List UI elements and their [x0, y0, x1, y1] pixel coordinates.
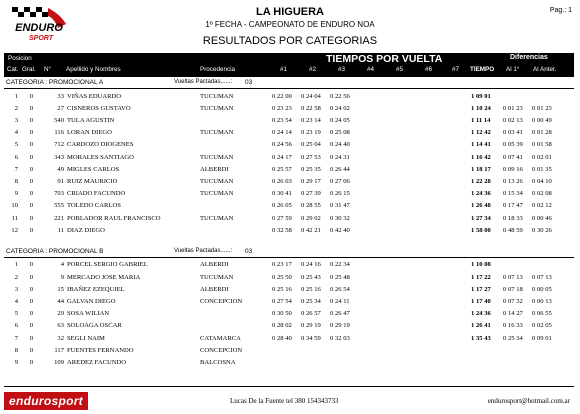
cell-lap-3: 0 25 08: [330, 129, 350, 137]
cell-gral-pos: 0: [29, 226, 33, 234]
cell-al-1: 0 16 33: [503, 322, 523, 330]
cell-gral-pos: 0: [29, 261, 33, 269]
cell-tiempo: 1 17 22: [471, 273, 491, 281]
cell-cat-pos: 4: [14, 129, 18, 137]
cell-cat-pos: 11: [11, 214, 18, 222]
cell-lap-2: 0 23 14: [301, 116, 321, 124]
cell-al-1: 0 18 33: [503, 214, 523, 222]
cell-lap-3: 0 24 40: [330, 141, 350, 149]
table-row: [4, 201, 574, 211]
cell-lap-3: 0 22 56: [330, 92, 350, 100]
cell-gral-pos: 0: [29, 116, 33, 124]
cell-rider-name: PORCEL SERGIO GABRIEL: [67, 261, 148, 269]
cell-lap-1: 0 27 54: [272, 298, 292, 305]
cell-rider-name: MIGLES CARLOS: [67, 165, 120, 173]
cell-cat-pos: 1: [14, 261, 18, 269]
cell-lap-1: 0 23 17: [272, 261, 292, 269]
cell-lap-1: 0 24 56: [272, 141, 292, 149]
cell-lap-3: 0 25 48: [330, 273, 350, 281]
cell-al-anter: 0 00 13: [532, 298, 552, 305]
cell-tiempo: 1 17 40: [471, 298, 491, 305]
cell-num: 109: [54, 359, 64, 366]
cell-rider-name: CRIADO FACUNDO: [67, 190, 126, 198]
cell-al-anter: 0 07 13: [532, 273, 552, 281]
cell-gral-pos: 0: [29, 359, 33, 366]
cell-gral-pos: 0: [29, 285, 33, 293]
event-title: LA HIGUERA: [255, 6, 325, 18]
cell-lap-3: 0 24 05: [330, 116, 350, 124]
cell-num: 49: [57, 165, 64, 173]
cell-al-1: 0 15 34: [503, 190, 523, 198]
cell-al-anter: 0 01 28: [532, 129, 552, 137]
cell-al-1: 0 02 13: [503, 116, 523, 124]
table-row: [4, 104, 574, 114]
cell-lap-3: 0 24 11: [330, 298, 350, 305]
table-row: [4, 334, 574, 344]
cell-lap-1: 0 25 57: [272, 165, 292, 173]
cell-tiempo: 1 14 41: [471, 141, 491, 149]
cell-lap-3: 0 26 47: [330, 310, 350, 318]
cell-tiempo: 1 24 36: [471, 310, 491, 318]
cell-rider-name: GALVAN DIEGO: [67, 298, 116, 305]
category-header: [4, 248, 574, 258]
cell-al-1: 0 25 34: [503, 334, 523, 342]
category-header: [4, 79, 574, 89]
cell-lap-3: 0 26 54: [330, 285, 350, 293]
cell-cat-pos: 8: [14, 177, 18, 185]
cell-al-1: 0 07 32: [503, 298, 523, 305]
cell-al-1: 0 17 47: [503, 202, 523, 210]
page-number: Pag.: 1: [549, 7, 572, 14]
cell-al-anter: 0 09 01: [532, 334, 552, 342]
cell-al-1: 0 01 23: [503, 104, 523, 112]
cell-rider-name: TULA AGUSTIN: [67, 116, 115, 124]
cell-cat-pos: 3: [14, 285, 18, 293]
category-divider: [4, 257, 574, 258]
table-row: [4, 116, 574, 126]
cell-cat-pos: 6: [14, 322, 18, 330]
cell-num: 116: [54, 129, 64, 137]
cell-lap-1: 0 26 05: [272, 202, 292, 210]
cell-cat-pos: 3: [14, 116, 18, 124]
cell-lap-1: 0 24 17: [272, 153, 292, 161]
cell-rider-name: MERCADO JOSE MARIA: [67, 273, 141, 281]
cell-num: 63: [57, 322, 64, 330]
cell-lap-3: 0 30 32: [330, 214, 350, 222]
col-gral: Gral.: [22, 66, 36, 73]
table-row: [4, 214, 574, 224]
category-divider: [4, 88, 574, 89]
cell-cat-pos: 5: [14, 141, 18, 149]
cell-lap-3: 0 32 03: [330, 334, 350, 342]
cell-tiempo: 1 24 36: [471, 190, 491, 198]
cell-gral-pos: 0: [29, 273, 33, 281]
cell-procedencia: ALBERDI: [200, 261, 229, 269]
cell-num: 703: [54, 190, 64, 198]
cell-procedencia: ALBERDI: [200, 285, 229, 293]
cell-gral-pos: 0: [29, 104, 33, 112]
cell-procedencia: TUCUMAN: [200, 153, 234, 161]
col-al-1: Al 1°: [506, 66, 520, 73]
cell-lap-3: 0 29 19: [330, 322, 350, 330]
table-row: [4, 358, 574, 368]
table-row: [4, 153, 574, 163]
cell-al-anter: 0 02 08: [532, 190, 552, 198]
cell-gral-pos: 0: [29, 129, 33, 137]
cell-lap-2: 0 24 16: [301, 261, 321, 269]
cell-cat-pos: 1: [14, 92, 18, 100]
cell-rider-name: MORALES SANTIAGO: [67, 153, 134, 161]
cell-rider-name: LORAN DIEGO: [67, 129, 112, 137]
vueltas-pactadas-value: 03: [245, 79, 253, 86]
cell-tiempo: 1 17 27: [471, 285, 491, 293]
cell-num: 221: [54, 214, 64, 222]
cell-num: 91: [57, 177, 64, 185]
cell-tiempo: 1 27 34: [471, 214, 491, 222]
col-lap-3: #3: [338, 66, 346, 73]
cell-lap-2: 0 34 59: [301, 334, 321, 342]
cell-lap-2: 0 25 16: [301, 285, 321, 293]
cell-procedencia: CONCEPCION: [200, 298, 243, 305]
cell-rider-name: CARDOZO DIOGENES: [67, 141, 134, 149]
category-name: CATEGORIA : PROMOCIONAL A: [6, 79, 104, 86]
cell-cat-pos: 7: [14, 334, 18, 342]
col-posicion: Posicion: [8, 55, 32, 62]
cell-al-anter: 0 01 58: [532, 141, 552, 149]
cell-lap-2: 0 25 04: [301, 141, 321, 149]
cell-al-anter: 0 00 49: [532, 116, 552, 124]
footer-divider: [4, 386, 574, 387]
cell-tiempo: 1 12 42: [471, 129, 491, 137]
cell-rider-name: SOLOAGA OSCAR: [67, 322, 122, 330]
cell-num: 15: [57, 285, 64, 293]
cell-al-anter: 0 00 46: [532, 214, 552, 222]
cell-gral-pos: 0: [29, 177, 33, 185]
cell-cat-pos: 2: [14, 104, 18, 112]
cell-lap-1: 0 24 14: [272, 129, 292, 137]
cell-lap-1: 0 28 40: [272, 334, 292, 342]
cell-gral-pos: 0: [29, 165, 33, 173]
cell-al-1: 0 07 13: [503, 273, 523, 281]
cell-procedencia: TUCUMAN: [200, 92, 234, 100]
cell-num: 343: [54, 153, 64, 161]
cell-lap-3: 0 26 15: [330, 190, 350, 198]
cell-cat-pos: 9: [14, 359, 18, 366]
table-row: [4, 309, 574, 319]
col-cat: Cat.: [7, 66, 19, 73]
cell-lap-1: 0 32 58: [272, 226, 292, 234]
cell-rider-name: SEGLI NAIM: [67, 334, 105, 342]
cell-al-1: 0 48 59: [503, 226, 523, 234]
table-row: [4, 128, 574, 138]
table-row: [4, 165, 574, 175]
cell-al-anter: 0 00 05: [532, 285, 552, 293]
cell-gral-pos: 0: [29, 92, 33, 100]
cell-al-anter: 0 04 10: [532, 177, 552, 185]
cell-num: 9: [60, 273, 64, 281]
cell-tiempo: 1 09 01: [471, 92, 491, 100]
cell-tiempo: 1 26 41: [471, 322, 491, 330]
cell-procedencia: TUCUMAN: [200, 104, 234, 112]
cell-gral-pos: 0: [29, 214, 33, 222]
cell-al-1: 0 07 41: [503, 153, 523, 161]
cell-lap-2: 0 25 43: [301, 273, 321, 281]
col-diferencias: Diferencias: [510, 54, 548, 61]
cell-lap-1: 0 26 03: [272, 177, 292, 185]
cell-lap-2: 0 23 19: [301, 129, 321, 137]
cell-tiempo: 1 16 42: [471, 153, 491, 161]
cell-gral-pos: 0: [29, 334, 33, 342]
cell-rider-name: AREDEZ FACUNDO: [67, 359, 127, 366]
cell-num: 11: [57, 226, 64, 234]
cell-al-anter: 0 02 12: [532, 202, 552, 210]
cell-cat-pos: 7: [14, 165, 18, 173]
cell-gral-pos: 0: [29, 310, 33, 318]
cell-num: 44: [57, 298, 64, 305]
cell-procedencia: TUCUMAN: [200, 214, 234, 222]
cell-procedencia: CONCEPCION: [200, 346, 243, 354]
cell-lap-2: 0 22 58: [301, 104, 321, 112]
cell-al-1: 0 05 39: [503, 141, 523, 149]
cell-rider-name: CISNEROS GUSTAVO: [67, 104, 131, 112]
cell-lap-2: 0 26 57: [301, 310, 321, 318]
cell-cat-pos: 6: [14, 153, 18, 161]
cell-lap-3: 0 27 06: [330, 177, 350, 185]
report-heading: RESULTADOS POR CATEGORIAS: [202, 35, 378, 47]
cell-tiempo: 1 22 28: [471, 177, 491, 185]
cell-rider-name: POBLADOR RAUL FRANCISCO: [67, 214, 161, 222]
cell-lap-2: 0 29 17: [301, 177, 321, 185]
vueltas-pactadas-label: Vueltas Pactadas......:: [174, 79, 233, 85]
cell-lap-1: 0 23 54: [272, 116, 292, 124]
cell-al-1: 0 03 41: [503, 129, 523, 137]
cell-num: 29: [57, 310, 64, 318]
cell-num: 555: [54, 202, 64, 210]
cell-al-anter: 0 06 55: [532, 310, 552, 318]
cell-rider-name: DIAZ DIEGO: [67, 226, 105, 234]
col-tiempo: TIEMPO: [470, 66, 495, 73]
col-lap-7: #7: [452, 66, 460, 73]
cell-num: 712: [54, 141, 64, 149]
cell-gral-pos: 0: [29, 202, 33, 210]
cell-lap-2: 0 27 39: [301, 190, 321, 198]
col-lap-1: #1: [280, 66, 288, 73]
cell-lap-2: 0 25 34: [301, 298, 321, 305]
cell-cat-pos: 8: [14, 346, 18, 354]
cell-al-anter: 0 30 26: [532, 226, 552, 234]
col-lap-5: #5: [396, 66, 404, 73]
cell-tiempo: 1 35 43: [471, 334, 491, 342]
cell-rider-name: FUENTES FERNANDO: [67, 346, 134, 354]
cell-rider-name: SOSA WILIAN: [67, 310, 110, 318]
cell-tiempo: 1 10 08: [471, 261, 491, 269]
cell-cat-pos: 4: [14, 298, 18, 305]
col-num: N°: [44, 66, 52, 73]
cell-al-1: 0 07 18: [503, 285, 523, 293]
vueltas-pactadas-value: 03: [245, 247, 253, 255]
cell-num: 33: [57, 92, 64, 100]
cell-lap-2: 0 29 19: [301, 322, 321, 330]
cell-procedencia: TUCUMAN: [200, 273, 234, 281]
col-lap-4: #4: [367, 66, 375, 73]
cell-lap-2: 0 42 21: [301, 226, 321, 234]
cell-tiempo: 1 18 17: [471, 165, 491, 173]
cell-cat-pos: 9: [14, 190, 18, 198]
cell-lap-1: 0 27 59: [272, 214, 292, 222]
table-row: [4, 285, 574, 295]
footer-contact: Lucas De la Fuente tel 380 154343733: [230, 397, 339, 405]
results-table-header: [4, 53, 574, 77]
col-al-anter: Al Anter.: [533, 66, 557, 73]
table-row: [4, 260, 574, 270]
cell-gral-pos: 0: [29, 322, 33, 330]
cell-lap-1: 0 22 00: [272, 92, 292, 100]
cell-procedencia: BALCOSNA: [200, 359, 236, 366]
cell-gral-pos: 0: [29, 190, 33, 198]
cell-procedencia: TUCUMAN: [200, 190, 234, 198]
cell-rider-name: VIÑAS EDUARDO: [67, 92, 122, 100]
table-row: [4, 297, 574, 307]
event-subtitle: 1º FECHA - CAMPEONATO DE ENDURO NOA: [205, 20, 375, 29]
cell-al-anter: 0 02 05: [532, 322, 552, 330]
cell-lap-1: 0 25 50: [272, 273, 292, 281]
cell-al-anter: 0 02 01: [532, 153, 552, 161]
footer-email: endurosport@hotmail.com.ar: [487, 397, 570, 405]
cell-lap-3: 0 31 47: [330, 202, 350, 210]
table-row: [4, 92, 574, 102]
cell-al-1: 0 14 27: [503, 310, 523, 318]
cell-lap-3: 0 42 40: [330, 226, 350, 234]
category-name: CATEGORIA : PROMOCIONAL B: [6, 247, 104, 255]
cell-lap-1: 0 30 50: [272, 310, 292, 318]
cell-tiempo: 1 10 24: [471, 104, 491, 112]
cell-procedencia: TUCUMAN: [200, 129, 234, 137]
svg-text:SPORT: SPORT: [29, 35, 53, 42]
cell-num: 27: [57, 104, 64, 112]
cell-cat-pos: 10: [11, 202, 18, 210]
table-row: [4, 273, 574, 283]
cell-al-anter: 0 01 23: [532, 104, 552, 112]
cell-procedencia: CATAMARCA: [200, 334, 241, 342]
cell-lap-3: 0 24 02: [330, 104, 350, 112]
vueltas-pactadas-label: Vueltas Pactadas......:: [174, 247, 233, 254]
cell-al-1: 0 13 26: [503, 177, 523, 185]
col-lap-6: #6: [425, 66, 433, 73]
col-tiempos-por-vuelta: TIEMPOS POR VUELTA: [326, 53, 443, 65]
table-row: [4, 226, 574, 236]
table-row: [4, 177, 574, 187]
endurosport-footer-logo: endurosport: [4, 392, 88, 410]
table-row: [4, 140, 574, 150]
cell-lap-3: 0 24 31: [330, 153, 350, 161]
cell-gral-pos: 0: [29, 298, 33, 305]
cell-lap-3: 0 26 44: [330, 165, 350, 173]
cell-procedencia: ALBERDI: [200, 165, 229, 173]
cell-cat-pos: 12: [11, 226, 18, 234]
col-procedencia: Procedencia: [200, 66, 236, 73]
cell-lap-1: 0 28 02: [272, 322, 292, 330]
col-lap-2: #2: [309, 66, 317, 73]
table-row: [4, 346, 574, 356]
cell-lap-1: 0 23 23: [272, 104, 292, 112]
cell-num: 117: [54, 346, 64, 354]
cell-gral-pos: 0: [29, 346, 33, 354]
cell-procedencia: TUCUMAN: [200, 177, 234, 185]
cell-num: 540: [54, 116, 64, 124]
svg-text:ENDURO: ENDURO: [15, 22, 63, 34]
cell-rider-name: TOLEDO CARLOS: [67, 202, 121, 210]
cell-al-1: 0 09 16: [503, 165, 523, 173]
cell-tiempo: 1 26 48: [471, 202, 491, 210]
cell-gral-pos: 0: [29, 153, 33, 161]
cell-lap-2: 0 29 02: [301, 214, 321, 222]
cell-gral-pos: 0: [29, 141, 33, 149]
cell-lap-3: 0 22 34: [330, 261, 350, 269]
cell-lap-1: 0 30 41: [272, 190, 292, 198]
cell-cat-pos: 2: [14, 273, 18, 281]
cell-rider-name: RUIZ MAURICIO: [67, 177, 118, 185]
cell-lap-1: 0 25 16: [272, 285, 292, 293]
cell-tiempo: 1 11 14: [471, 116, 491, 124]
cell-tiempo: 1 58 00: [471, 226, 491, 234]
table-row: [4, 189, 574, 199]
cell-lap-2: 0 27 53: [301, 153, 321, 161]
cell-num: 4: [60, 261, 64, 269]
cell-rider-name: IBAÑEZ EZEQUIEL: [67, 285, 125, 293]
cell-lap-2: 0 28 55: [301, 202, 321, 210]
cell-lap-2: 0 25 35: [301, 165, 321, 173]
col-nombre: Apellido y Nombres: [66, 66, 121, 73]
cell-al-anter: 0 01 35: [532, 165, 552, 173]
cell-cat-pos: 5: [14, 310, 18, 318]
table-row: [4, 321, 574, 331]
cell-lap-2: 0 24 04: [301, 92, 321, 100]
cell-num: 32: [57, 334, 64, 342]
